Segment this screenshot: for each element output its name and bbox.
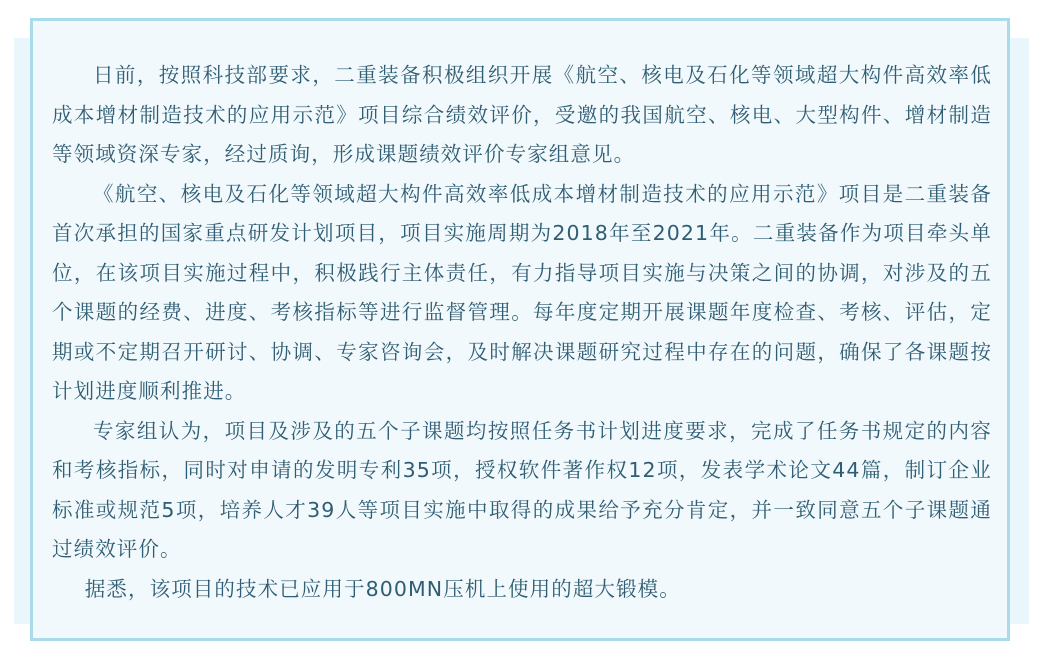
paragraph-3: 专家组认为，项目及涉及的五个子课题均按照任务书计划进度要求，完成了任务书规定的内容和考核指标，同时对申请的发明专利35项，授权软件著作权12项，发表学术论文44篇，制订企业标准或规范5项，培养人才39人等项目实施中取得的成果给予充分肯定，并一致同意五个子课题通过绩效评价。 [52, 418, 992, 561]
paragraph-4: 据悉，该项目的技术已应用于800MN压机上使用的超大锻模。 [84, 576, 681, 601]
paragraph-1: 日前，按照科技部要求，二重装备积极组织开展《航空、核电及石化等领域超大构件高效率低成本增材制造技术的应用示范》项目综合绩效评价，受邀的我国航空、核电、大型构件、增材制造等领域资深专家，经过质询，形成课题绩效评价专家组意见。 [52, 63, 992, 166]
article-body [52, 56, 992, 609]
paragraph-2: 《航空、核电及石化等领域超大构件高效率低成本增材制造技术的应用示范》项目是二重装备首次承担的国家重点研发计划项目，项目实施周期为2018年至2021年。二重装备作为项目牵头单位，在该项目实施过程中，积极践行主体责任，有力指导项目实施与决策之间的协调，对涉及的五个课题的经费、进度、考核指标等进行监督管理。每年度定期开展课题年度检查、考核、评估，定期或不定期召开研讨、协调、专家咨询会，及时解决课题研究过程中存在的问题，确保了各课题按计划进度顺利推进。 [52, 181, 992, 403]
